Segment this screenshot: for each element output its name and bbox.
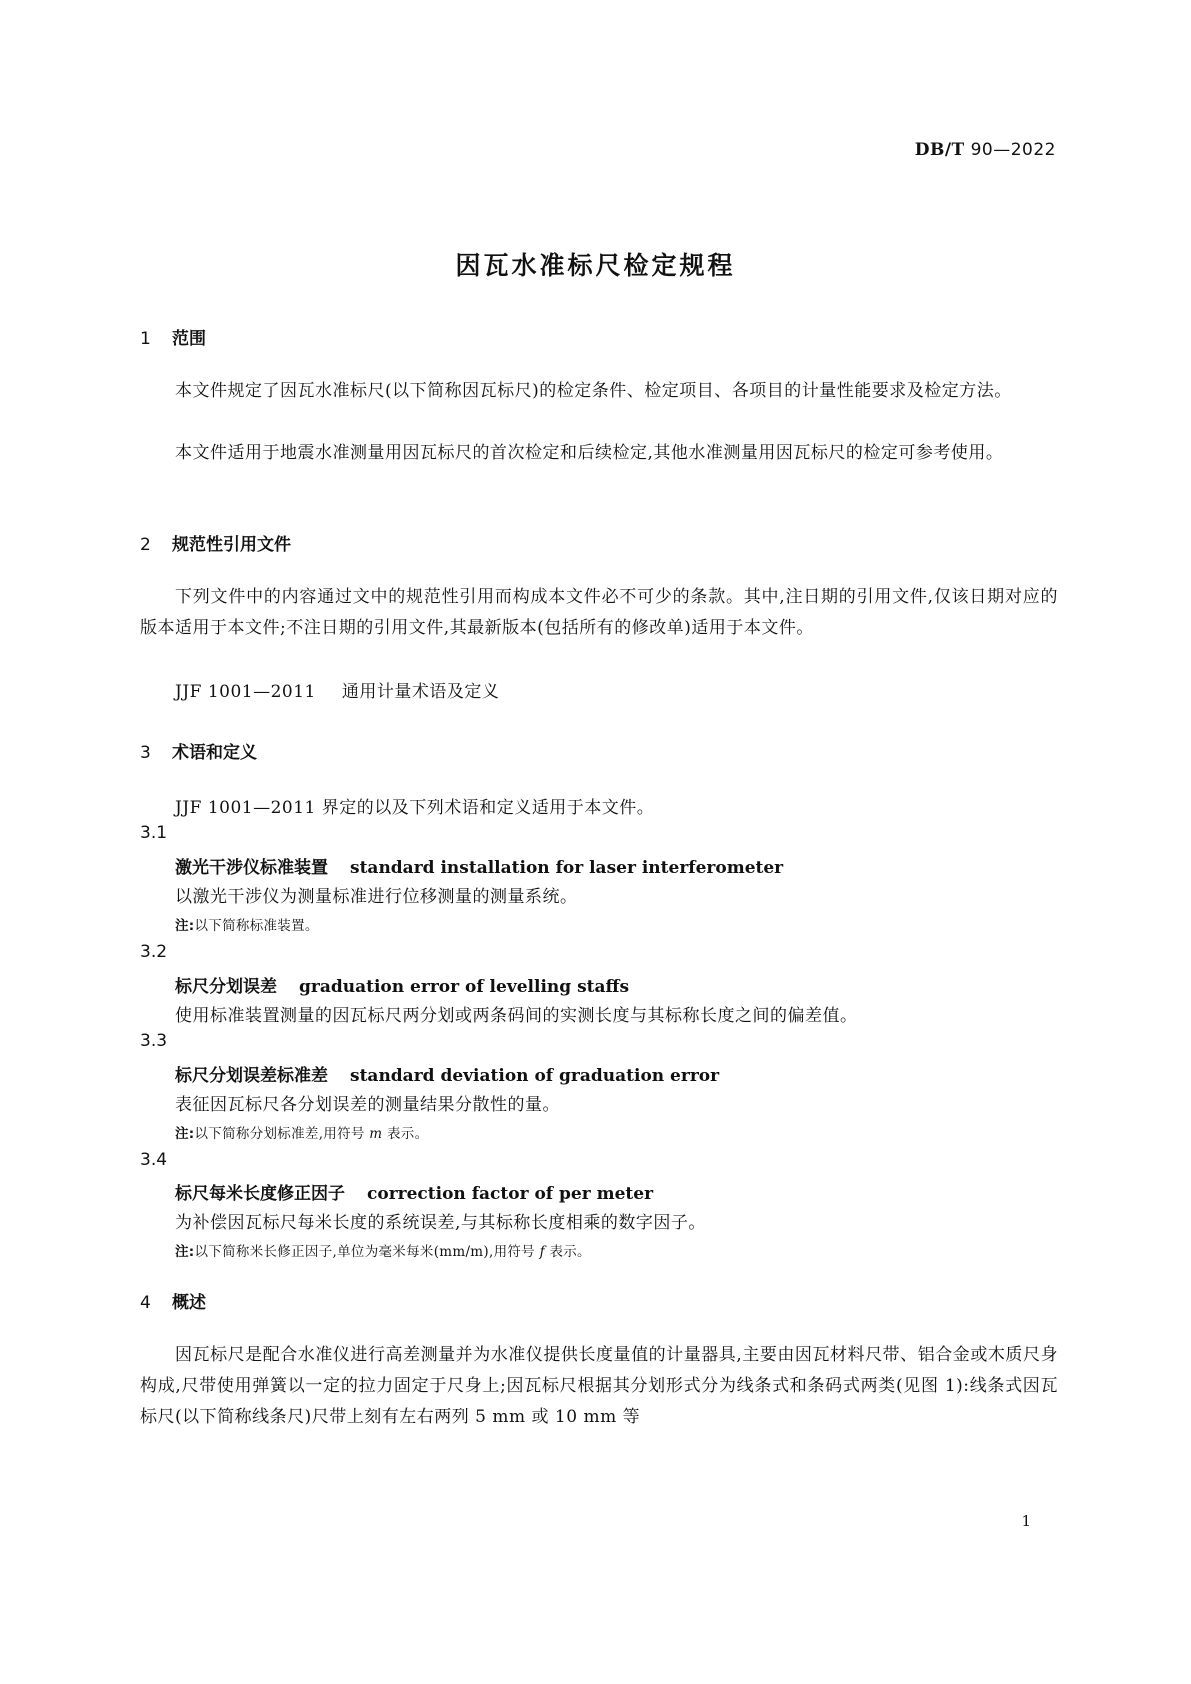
note-symbol: m (369, 1126, 383, 1142)
section-title: 概述 (172, 1293, 206, 1313)
term-definition: 使用标准装置测量的因瓦标尺两分划或两条码间的实测长度与其标称长度之间的偏差值。 (175, 1006, 858, 1026)
page-number: 1 (1021, 1512, 1031, 1530)
term-note (175, 1240, 591, 1260)
standard-code-number: 90—2022 (970, 140, 1056, 160)
term-note (175, 1122, 428, 1142)
term-number: 3.3 (140, 1031, 168, 1051)
term-en: graduation error of levelling staffs (299, 977, 630, 997)
term-zh: 标尺分划误差 (175, 977, 277, 997)
section-3-intro: JJF 1001—2011 界定的以及下列术语和定义适用于本文件。 (175, 798, 655, 818)
section-4-heading (140, 1288, 206, 1313)
term-heading (175, 853, 783, 878)
note-text: 以下简称标准装置。 (194, 918, 319, 934)
standard-code (915, 140, 1056, 160)
section-title: 规范性引用文件 (172, 535, 291, 555)
section-2-heading (140, 530, 291, 555)
section-4-paragraph-1: 因瓦标尺是配合水准仪进行高差测量并为水准仪提供长度量值的计量器具,主要由因瓦材料尺带、铝合金或木质尺身构成,尺带使用弹簧以一定的拉力固定于尺身上;因瓦标尺根据其分划形式分为线条式和条码式两类(见图 1):线条式因瓦标尺(以下简称线条尺)尺带上刻有左右两列 5 mm 或 10 mm 等 (140, 1345, 1058, 1427)
section-title: 范围 (172, 329, 206, 349)
note-text: 以下简称分划标准差,用符号 (194, 1126, 370, 1142)
note-text-end: 表示。 (382, 1126, 429, 1142)
section-title: 术语和定义 (172, 743, 257, 763)
term-heading (175, 1061, 719, 1086)
section-number: 1 (140, 329, 151, 349)
term-zh: 标尺每米长度修正因子 (175, 1184, 345, 1204)
note-label: 注: (175, 918, 195, 934)
section-1-paragraph-1: 本文件规定了因瓦水准标尺(以下简称因瓦标尺)的检定条件、检定项目、各项目的计量性能要求及检定方法。 (175, 381, 1012, 401)
term-en: standard deviation of graduation error (350, 1066, 720, 1086)
term-en: standard installation for laser interferometer (350, 858, 784, 878)
reference-title: 通用计量术语及定义 (341, 682, 500, 702)
section-number: 4 (140, 1293, 151, 1313)
section-number: 3 (140, 743, 151, 763)
page-title: 因瓦水准标尺检定规程 (455, 251, 736, 280)
term-en: correction factor of per meter (367, 1184, 654, 1204)
term-definition: 表征因瓦标尺各分划误差的测量结果分散性的量。 (175, 1095, 560, 1115)
note-text: 以下简称米长修正因子,单位为毫米每米(mm/m),用符号 (194, 1244, 540, 1260)
term-zh: 激光干涉仪标准装置 (175, 858, 328, 878)
term-number: 3.1 (140, 823, 168, 843)
section-1-heading (140, 324, 206, 349)
term-note (175, 914, 319, 934)
normative-reference (175, 677, 499, 702)
standard-code-prefix: DB/T (914, 140, 965, 160)
section-1-paragraph-2: 本文件适用于地震水准测量用因瓦标尺的首次检定和后续检定,其他水准测量用因瓦标尺的检定可参考使用。 (175, 443, 1004, 463)
note-label: 注: (175, 1244, 195, 1260)
term-number: 3.2 (140, 942, 168, 962)
note-text-end: 表示。 (544, 1244, 591, 1260)
term-definition: 为补偿因瓦标尺每米长度的系统误差,与其标称长度相乘的数字因子。 (175, 1213, 706, 1233)
section-2-paragraph-1: 下列文件中的内容通过文中的规范性引用而构成本文件必不可少的条款。其中,注日期的引用文件,仅该日期对应的版本适用于本文件;不注日期的引用文件,其最新版本(包括所有的修改单)适用于本文件。 (140, 587, 1058, 638)
term-heading (175, 972, 629, 997)
term-number: 3.4 (140, 1150, 168, 1170)
term-zh: 标尺分划误差标准差 (175, 1066, 328, 1086)
term-definition: 以激光干涉仪为测量标准进行位移测量的测量系统。 (175, 887, 578, 907)
reference-code: JJF 1001—2011 (175, 682, 316, 702)
section-number: 2 (140, 535, 151, 555)
note-label: 注: (175, 1126, 195, 1142)
term-heading (175, 1179, 653, 1204)
section-3-heading (140, 738, 257, 763)
note-symbol: f (539, 1244, 545, 1260)
